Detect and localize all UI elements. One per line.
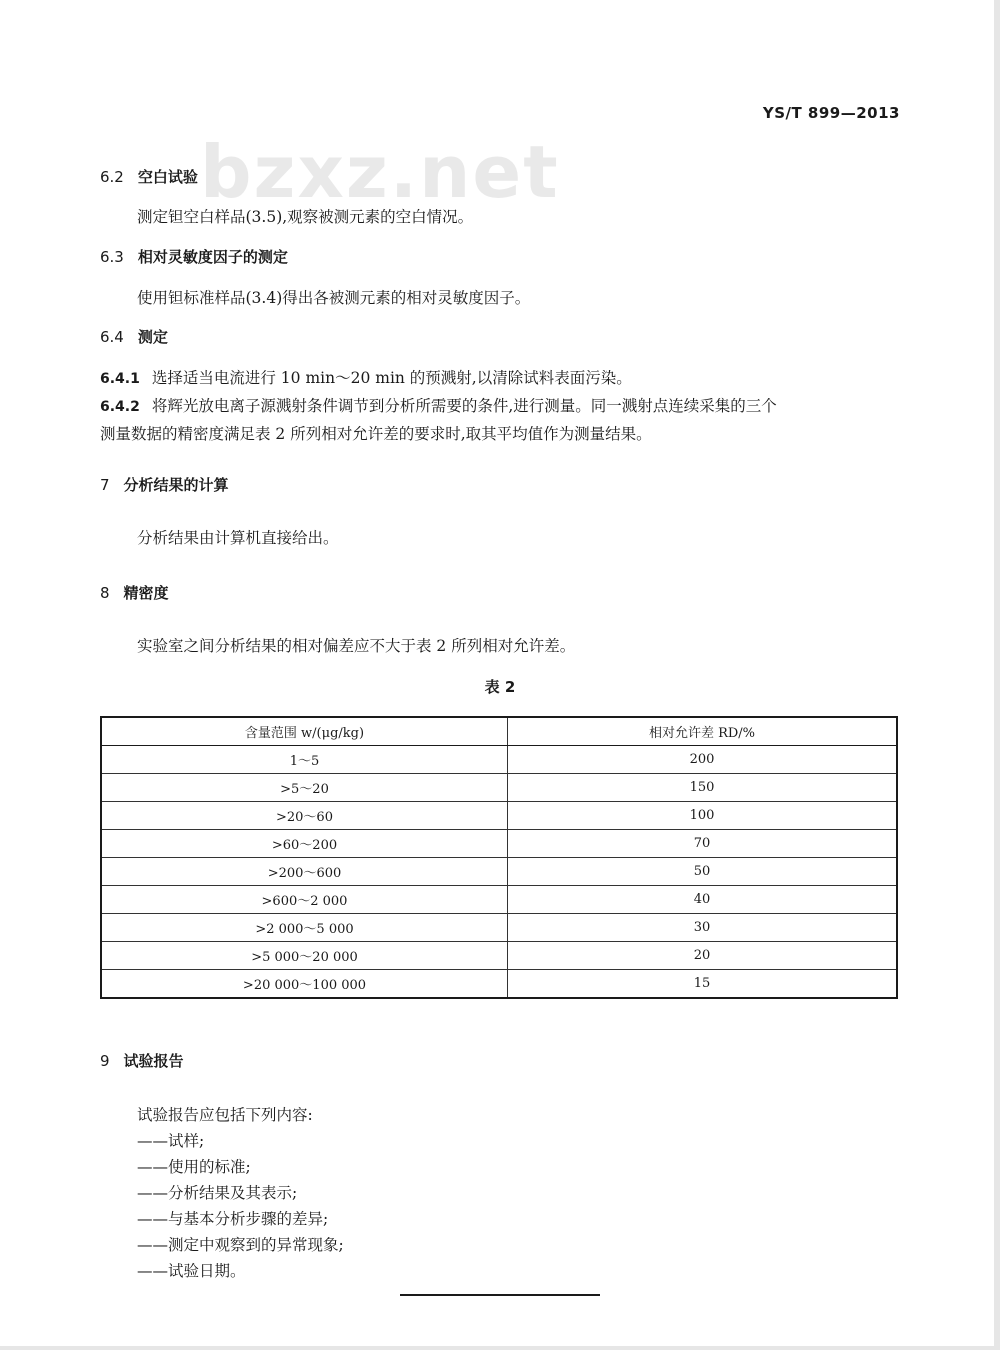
clause-6-4-2-continued: 测量数据的精密度满足表 2 所列相对允许差的要求时,取其平均值作为测量结果。 xyxy=(100,425,652,443)
tolerance-cell: 200 xyxy=(508,746,898,774)
section-6-4-heading xyxy=(100,326,168,347)
tolerance-cell: 100 xyxy=(508,802,898,830)
range-cell: >600～2 000 xyxy=(101,886,508,914)
table-caption: 表 2 xyxy=(484,678,516,696)
report-intro: 试验报告应包括下列内容: xyxy=(137,1106,313,1124)
clause-text: 将辉光放电离子源溅射条件调节到分析所需要的条件,进行测量。同一溅射点连续采集的三个 xyxy=(151,397,777,415)
section-title: 相对灵敏度因子的测定 xyxy=(137,248,288,266)
section-number: 7 xyxy=(100,476,110,494)
tolerance-cell: 30 xyxy=(508,914,898,942)
section-6-2-heading xyxy=(100,166,198,187)
clause-text: 选择适当电流进行 10 min～20 min 的预溅射,以清除试料表面污染。 xyxy=(151,369,632,387)
section-title: 测定 xyxy=(137,328,168,346)
list-item: ——使用的标准; xyxy=(137,1158,251,1176)
clause-number: 6.4.1 xyxy=(100,371,140,387)
range-cell: 1～5 xyxy=(101,746,508,774)
watermark: bzxz.net xyxy=(200,130,560,214)
clause-6-4-1 xyxy=(100,363,632,394)
end-rule xyxy=(400,1294,600,1296)
section-number: 8 xyxy=(100,584,110,602)
range-cell: >5 000～20 000 xyxy=(101,942,508,970)
section-8-body: 实验室之间分析结果的相对偏差应不大于表 2 所列相对允许差。 xyxy=(137,637,576,655)
section-6-3-body: 使用钽标准样品(3.4)得出各被测元素的相对灵敏度因子。 xyxy=(137,289,531,307)
range-cell: >5～20 xyxy=(101,774,508,802)
range-cell: >20～60 xyxy=(101,802,508,830)
tolerance-cell: 150 xyxy=(508,774,898,802)
table-row xyxy=(101,970,897,999)
section-number: 9 xyxy=(100,1052,110,1070)
table-row xyxy=(101,802,897,830)
table-row xyxy=(101,858,897,886)
section-title: 分析结果的计算 xyxy=(123,476,229,494)
section-title: 试验报告 xyxy=(123,1052,184,1070)
table-row xyxy=(101,886,897,914)
tolerance-cell: 50 xyxy=(508,858,898,886)
table-row xyxy=(101,774,897,802)
range-cell: >2 000～5 000 xyxy=(101,914,508,942)
section-9-heading xyxy=(100,1050,184,1071)
section-title: 精密度 xyxy=(123,584,169,602)
report-contents xyxy=(137,1102,344,1284)
standard-code: YS/T 899—2013 xyxy=(762,104,900,122)
table-row xyxy=(101,942,897,970)
clause-number: 6.4.2 xyxy=(100,399,140,415)
precision-table xyxy=(100,716,898,999)
section-8-heading xyxy=(100,582,169,603)
tolerance-cell: 70 xyxy=(508,830,898,858)
header-content-range: 含量范围 w/(μg/kg) xyxy=(101,717,508,746)
section-number: 6.2 xyxy=(100,168,124,186)
list-item: ——试验日期。 xyxy=(137,1262,246,1280)
section-number: 6.4 xyxy=(100,328,124,346)
list-item: ——与基本分析步骤的差异; xyxy=(137,1210,329,1228)
section-6-3-heading xyxy=(100,246,288,267)
range-cell: >20 000～100 000 xyxy=(101,970,508,999)
clause-6-4-2 xyxy=(100,391,777,422)
tolerance-cell: 15 xyxy=(508,970,898,999)
table-row xyxy=(101,746,897,774)
table-row xyxy=(101,830,897,858)
list-item: ——分析结果及其表示; xyxy=(137,1184,298,1202)
section-6-2-body: 测定钽空白样品(3.5),观察被测元素的空白情况。 xyxy=(137,208,474,226)
range-cell: >60～200 xyxy=(101,830,508,858)
section-7-heading xyxy=(100,474,229,495)
table-row xyxy=(101,914,897,942)
range-cell: >200～600 xyxy=(101,858,508,886)
tolerance-cell: 20 xyxy=(508,942,898,970)
section-7-body: 分析结果由计算机直接给出。 xyxy=(137,529,339,547)
tolerance-cell: 40 xyxy=(508,886,898,914)
header-relative-tolerance: 相对允许差 RD/% xyxy=(508,717,898,746)
table-header-row xyxy=(101,717,897,746)
list-item: ——试样; xyxy=(137,1132,205,1150)
section-number: 6.3 xyxy=(100,248,124,266)
section-title: 空白试验 xyxy=(137,168,198,186)
list-item: ——测定中观察到的异常现象; xyxy=(137,1236,344,1254)
